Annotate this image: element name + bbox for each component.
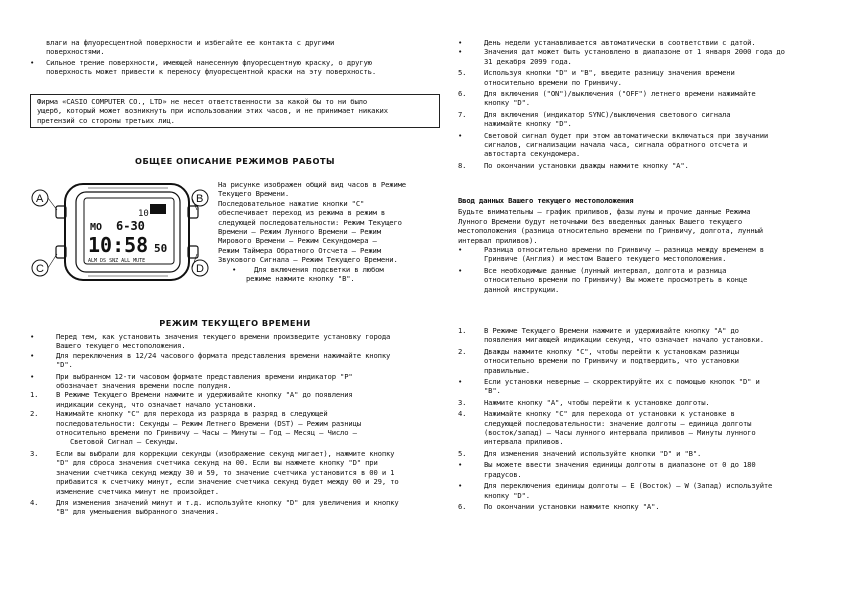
list-item — [458, 377, 828, 396]
list-item — [458, 460, 828, 479]
bullet-icon: • — [458, 265, 463, 275]
text-line: На рисунке изображен общий вид часов в Режиме — [218, 180, 406, 189]
text-line: Мирового Времени – Режим Секундомера – — [218, 236, 377, 246]
step-number: 1. — [458, 326, 467, 335]
bullet-icon: • — [458, 460, 463, 470]
button-b-label: B — [196, 193, 204, 205]
step-number: 6. — [458, 501, 467, 511]
text-line: Звукового Сигнала – Режим Текущего Времени. — [218, 255, 398, 265]
list-item — [458, 266, 828, 294]
list-item — [30, 498, 440, 517]
text-line: Сильное трение поверхности, имеющей нанесенную флуоресцентную краску, о другую — [46, 58, 372, 67]
text-line: Световой сигнал будет при этом автоматически включаться при звучании — [484, 130, 769, 140]
text-line: поверхность может привести к переносу флуоресцентной краски на эту поверхность. — [46, 67, 377, 77]
step-number: 3. — [30, 448, 39, 458]
step-number: 4. — [30, 497, 39, 507]
list-item — [458, 398, 828, 407]
text-line: следующей последовательности: значение долготы – единица долготы — [484, 418, 752, 428]
text-line: градусов. — [484, 469, 522, 479]
intro-bullet — [30, 58, 440, 77]
current-time-heading: РЕЖИМ ТЕКУЩЕГО ВРЕМЕНИ — [159, 318, 311, 328]
overview-heading: ОБЩЕЕ ОПИСАНИЕ РЕЖИМОВ РАБОТЫ — [134, 156, 336, 166]
list-item — [30, 409, 440, 447]
list-item — [458, 449, 828, 458]
step-number: 1. — [30, 390, 39, 400]
list-item — [458, 502, 828, 511]
list-item — [458, 481, 828, 500]
bullet-icon: • — [232, 264, 237, 274]
bullet-icon: • — [458, 245, 463, 255]
text-line: "D". — [56, 360, 73, 370]
list-item — [30, 449, 440, 496]
step-number: 6. — [458, 89, 467, 99]
text-line: Для изменения значений используйте кнопки "D" и "B". — [484, 448, 702, 458]
text-line: правильные. — [484, 365, 530, 375]
text-line: последовательности: Секунды – Режим Летнего Времени (DST) – Режим разницы — [56, 418, 361, 428]
text-line: Вашего текущего местоположения. — [56, 341, 186, 351]
overview-text — [218, 180, 440, 283]
text-line: Будьте внимательны – график приливов, фазы луны и прочие данные Режима — [458, 207, 751, 217]
list-item — [458, 326, 828, 345]
text-line: Нажимайте кнопку "C" для перехода из разряда в разряд в следующей — [56, 409, 328, 419]
list-item — [30, 351, 440, 370]
step-number: 5. — [458, 68, 467, 78]
list-item — [458, 47, 828, 66]
bullet-icon: • — [30, 371, 35, 381]
text-line: относительно времени по Гринвичу) Вы можете просмотреть в конце — [484, 275, 748, 285]
text-line: поверхностями. — [46, 47, 105, 57]
home-steps — [458, 326, 828, 511]
text-line: интервала приливов. — [484, 437, 564, 447]
button-a-label: A — [36, 193, 44, 205]
text-line: влаги на флуоресцентной поверхности и избегайте ее контакта с другими — [46, 38, 335, 47]
step-number: 4. — [458, 409, 467, 419]
bullet-icon: • — [30, 350, 35, 360]
text-line: местоположения (разница относительно времени по Гринвичу, долгота, лунный — [458, 226, 763, 236]
text-line: Времени – Режим Лунного Времени – Режим — [218, 227, 381, 237]
list-item — [458, 110, 828, 129]
moon-graph-icon — [150, 204, 166, 214]
text-line: Световой Сигнал – Секунды. — [70, 437, 179, 447]
text-line: появления мигающей индикации секунд, что означает начало установки. — [484, 335, 764, 345]
step-number: 2. — [30, 409, 39, 419]
text-line: Фирма «CASIO COMPUTER CO., LTD» не несет ответственности за какой бы то ни было — [37, 97, 368, 106]
text-line: В Режиме Текущего Времени нажмите и удерживайте кнопку "A" до появления — [56, 390, 353, 400]
text-line: Гринвиче (Англия) и местом Вашего текущего местоположения. — [484, 254, 727, 264]
step-number: 3. — [458, 397, 467, 407]
text-line: 31 декабря 2099 года. — [484, 56, 572, 66]
text-line: Для переключения единицы долготы – E (Восток) – W (Запад) используйте — [484, 481, 773, 491]
display-day: MO — [90, 222, 103, 233]
text-line: Перед тем, как установить значения текущего времени произведите установку города — [56, 332, 391, 341]
list-item — [30, 390, 440, 409]
text-line: Разница относительно времени по Гринвичу – разница между временем в — [484, 245, 764, 255]
disclaimer-box — [30, 94, 440, 128]
text-line: автостарта секундомера. — [484, 149, 581, 159]
watch-illustration — [30, 176, 210, 288]
text-line: изменение счетчика минут не произойдет. — [56, 486, 219, 496]
text-line: интервал приливов). — [458, 235, 538, 245]
list-item — [458, 89, 828, 108]
bullet-icon: • — [30, 332, 35, 341]
bullet-icon: • — [458, 38, 463, 47]
right-top-list — [458, 38, 828, 170]
overview-bullet — [232, 264, 440, 284]
text-line: При выбранном 12-ти часовом формате представления времени индикатор "P" — [56, 371, 353, 381]
display-mode-row: ALM DS SNZ ALL MUTE — [88, 258, 146, 264]
home-location-section — [458, 196, 828, 294]
bullet-icon: • — [458, 47, 463, 57]
text-line: Если вы выбрали для коррекции секунды (изображение секунд мигает), нажмите кнопку — [56, 448, 395, 458]
list-item — [458, 38, 828, 47]
text-line: относительно времени по Гринвичу и подтвердить, что установки — [484, 356, 739, 366]
text-line: Текущего Времени. — [218, 189, 290, 199]
text-line: данной инструкции. — [484, 284, 560, 294]
step-number: 7. — [458, 109, 467, 119]
step-number: 8. — [458, 160, 467, 170]
list-item — [30, 372, 440, 391]
list-item — [458, 347, 828, 375]
text-line: День недели устанавливается автоматически в соответствии с датой. — [484, 38, 756, 47]
text-line: нажимайте кнопку "D". — [484, 119, 572, 129]
text-line: Вы можете ввести значения единицы долготы в диапазоне от 0 до 180 — [484, 460, 756, 470]
list-item — [458, 68, 828, 87]
text-line: следующей последовательности: Режим Текущего — [218, 217, 402, 227]
text-line: Если установки неверные – скорректируйте их с помощью кнопок "D" и — [484, 377, 760, 387]
text-line: По окончании установки дважды нажмите кнопку "A". — [484, 160, 689, 170]
text-line: Последовательное нажатие кнопки "C" — [218, 198, 365, 208]
button-c-label: C — [36, 263, 44, 275]
text-line: обеспечивает переход из режима в режим в — [218, 208, 386, 218]
text-line: индикации секунд, что означает начало установки. — [56, 399, 257, 409]
text-line: значении счетчика секунд между 30 и 59, то значение счетчика установится в 00 и 1 — [56, 467, 395, 477]
step-number: 2. — [458, 346, 467, 356]
text-line: "B". — [484, 386, 501, 396]
list-item — [458, 161, 828, 170]
text-line: Дважды нажмите кнопку "C", чтобы перейти к установкам разницы — [484, 346, 739, 356]
text-line: (восток/запад) – Часы лунного интервала приливов – Минуты лунного — [484, 428, 756, 438]
current-time-body — [30, 332, 440, 517]
text-line: Все необходимые данные (лунный интервал, долгота и разница — [484, 265, 727, 275]
bullet-icon: • — [458, 130, 463, 140]
display-date: 6-30 — [116, 219, 145, 233]
watch-display — [88, 204, 167, 264]
bullet-icon: • — [30, 58, 35, 67]
button-d-label: D — [196, 263, 204, 275]
text-line: кнопку "D". — [484, 490, 530, 500]
text-line: "D" для сброса значения счетчика секунд на 00. Если вы нажмете кнопку "D" при — [56, 458, 378, 468]
text-line: сигналов, сигнализации начала часа, сигнала обратного отсчета и — [484, 140, 748, 150]
list-item — [458, 131, 828, 159]
text-line: Лунного Времени будут неточными без введенных данных Вашего текущего — [458, 216, 743, 226]
section-heading: Ввод данных Вашего текущего местоположения — [458, 196, 634, 205]
display-seconds: 50 — [154, 242, 168, 255]
bullet-icon: • — [458, 377, 463, 387]
list-item — [458, 409, 828, 447]
text-line: Для изменения значений минут и т.д. используйте кнопку "D" для увеличения и кнопку — [56, 497, 399, 507]
text-line: режиме нажмите кнопку "B". — [246, 274, 355, 284]
text-line: В Режиме Текущего Времени нажмите и удерживайте кнопку "A" до — [484, 326, 739, 335]
intro-text — [46, 38, 440, 57]
text-line: По окончании установки нажмите кнопку "A". — [484, 501, 660, 511]
text-line: Значения дат может быть установлено в диапазоне от 1 января 2000 года до — [484, 47, 785, 57]
text-line: относительно времени по Гринвичу – Часы – Минуты – Год – Месяц – Число – — [56, 428, 357, 438]
text-line: Используя кнопки "D" и "B", введите разницу значения времени — [484, 68, 735, 78]
text-line: Для включения подсветки в любом — [254, 264, 384, 274]
text-line: Режим Таймера Обратного Отсчета – Режим — [218, 245, 381, 255]
display-time: 10:58 — [88, 233, 149, 257]
bullet-icon: • — [458, 481, 463, 491]
text-line: Для включения (индикатор SYNC)/выключения светового сигнала — [484, 109, 731, 119]
text-line: относительно времени по Гринвичу. — [484, 77, 622, 87]
text-line: прибавится к счетчику минут, если значение счетчика секунд будет между 00 и 29, то — [56, 477, 399, 487]
text-line: Для переключения в 12/24 часового формата представления времени нажимайте кнопку — [56, 350, 391, 360]
step-number: 5. — [458, 448, 467, 458]
text-line: Нажимайте кнопку "C" для перехода от установки к установке в — [484, 409, 735, 419]
display-top-right: 10 — [138, 209, 149, 219]
text-line: Нажмите кнопку "A", чтобы перейти к установке долготы. — [484, 397, 710, 407]
text-line: "B" для уменьшения выбранного значения. — [56, 507, 219, 517]
text-line: кнопку "D". — [484, 98, 530, 108]
text-line: претензий со стороны третьих лиц. — [37, 115, 175, 125]
text-line: Для включения ("ON")/выключения ("OFF") летнего времени нажимайте — [484, 89, 756, 99]
text-line: обозначает значения времени после полудня. — [56, 381, 232, 391]
list-item — [30, 332, 440, 351]
list-item — [458, 245, 828, 264]
text-line: ущерб, который может возникнуть при использовании этих часов, и не принимает никаких — [37, 106, 388, 116]
